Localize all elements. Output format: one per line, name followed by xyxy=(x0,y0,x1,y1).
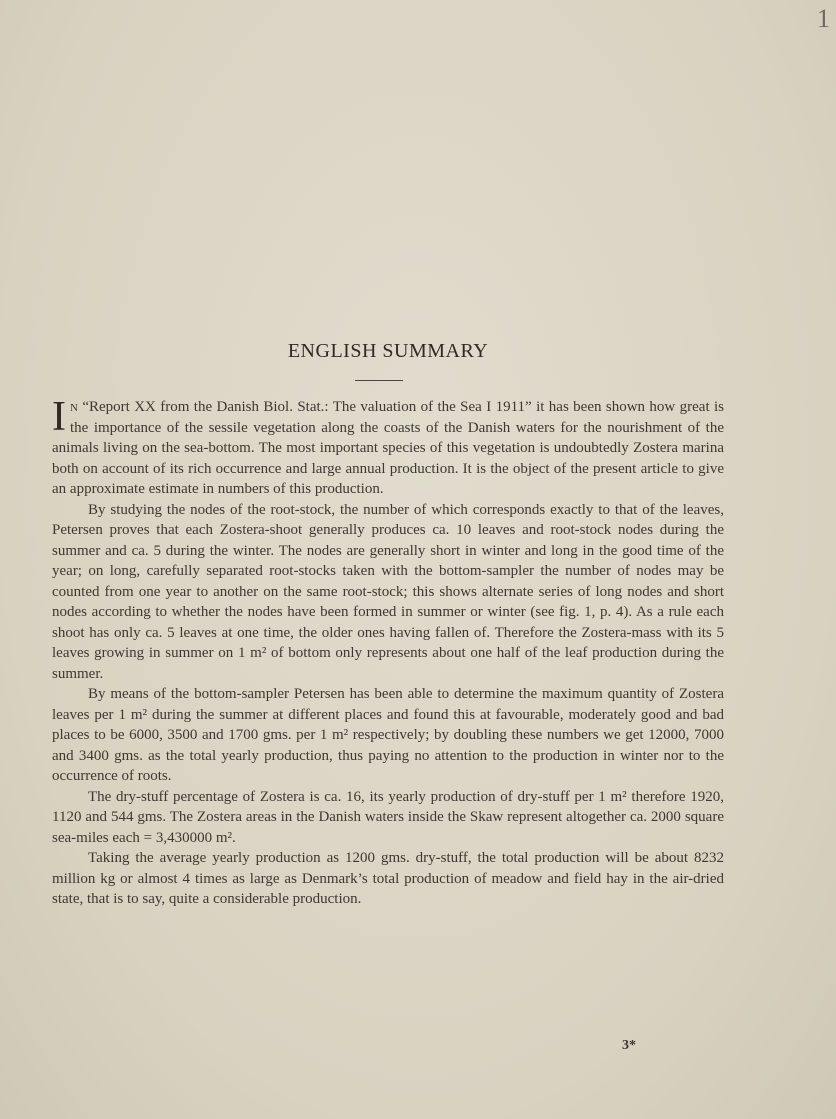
title-rule xyxy=(355,380,403,381)
paragraph-dry-stuff: The dry-stuff percentage of Zostera is ca. 16, its yearly production of dry-stuff per 1 m² therefore 1920, 1120 and 544 gms. The Zostera areas in the Danish waters inside the Skaw represent altogether ca. 2000 square sea-miles each = 3,430000 m². xyxy=(52,788,724,846)
summary-body xyxy=(52,394,724,910)
drop-cap: I xyxy=(52,394,66,440)
corner-mark: 1 xyxy=(817,4,830,33)
paragraph-total-production: Taking the average yearly production as 1200 gms. dry-stuff, the total production will be about 8232 million kg or almost 4 times as large as Denmark’s total production of meadow and field hay in the air-dried state, that is to say, quite a considerable production. xyxy=(52,850,724,907)
intro-text: “Report XX from the Danish Biol. Stat.: The valuation of the Sea I 1911” it has been shown how great is the importance of the sessile vegetation along the coasts of the Danish waters for the nourishment of the animals living on the sea-bottom. The most important species of this vegetation is undoubtedly Zostera marina both on account of its rich occurrence and large annual production. It is the object of the present article to give an approximate estimate in numbers of this production. xyxy=(52,399,724,497)
paragraph-nodes: By studying the nodes of the root-stock, the number of which corresponds exactly to that of the leaves, Petersen proves that each Zostera-shoot generally produces ca. 10 leaves and root-stock nodes during the summer and ca. 5 during the winter. The nodes are generally short in winter and long in the good time of the year; on long, carefully separated root-stocks taken with the bottom-sampler the number of nodes may be counted from one year to another on the same root-stock; this shows alternate series of long nodes and short nodes according to whether the nodes have been formed in summer or winter (see fig. 1, p. 4). As a rule each shoot has only ca. 5 leaves at one time, the older ones having fallen of. Therefore the Zostera-mass with its 5 leaves growing in summer on 1 m² of bottom only represents about one half of the leaf production during the summer. xyxy=(52,501,724,682)
page-number: 3* xyxy=(622,1038,636,1053)
intro-smallcaps: n xyxy=(70,399,78,415)
page-title: ENGLISH SUMMARY xyxy=(287,340,489,362)
intro-paragraph xyxy=(52,394,724,500)
paragraph-bottom-sampler: By means of the bottom-sampler Petersen has been able to determine the maximum quantity of Zostera leaves per 1 m² during the summer at different places and found this at favourable, moderately good and bad places to be 6000, 3500 and 1700 gms. per 1 m² respectively; by doubling these numbers we get 12000, 7000 and 3400 gms. as the total yearly production, thus paying no attention to the production in winter nor to the occurrence of roots. xyxy=(52,686,724,784)
